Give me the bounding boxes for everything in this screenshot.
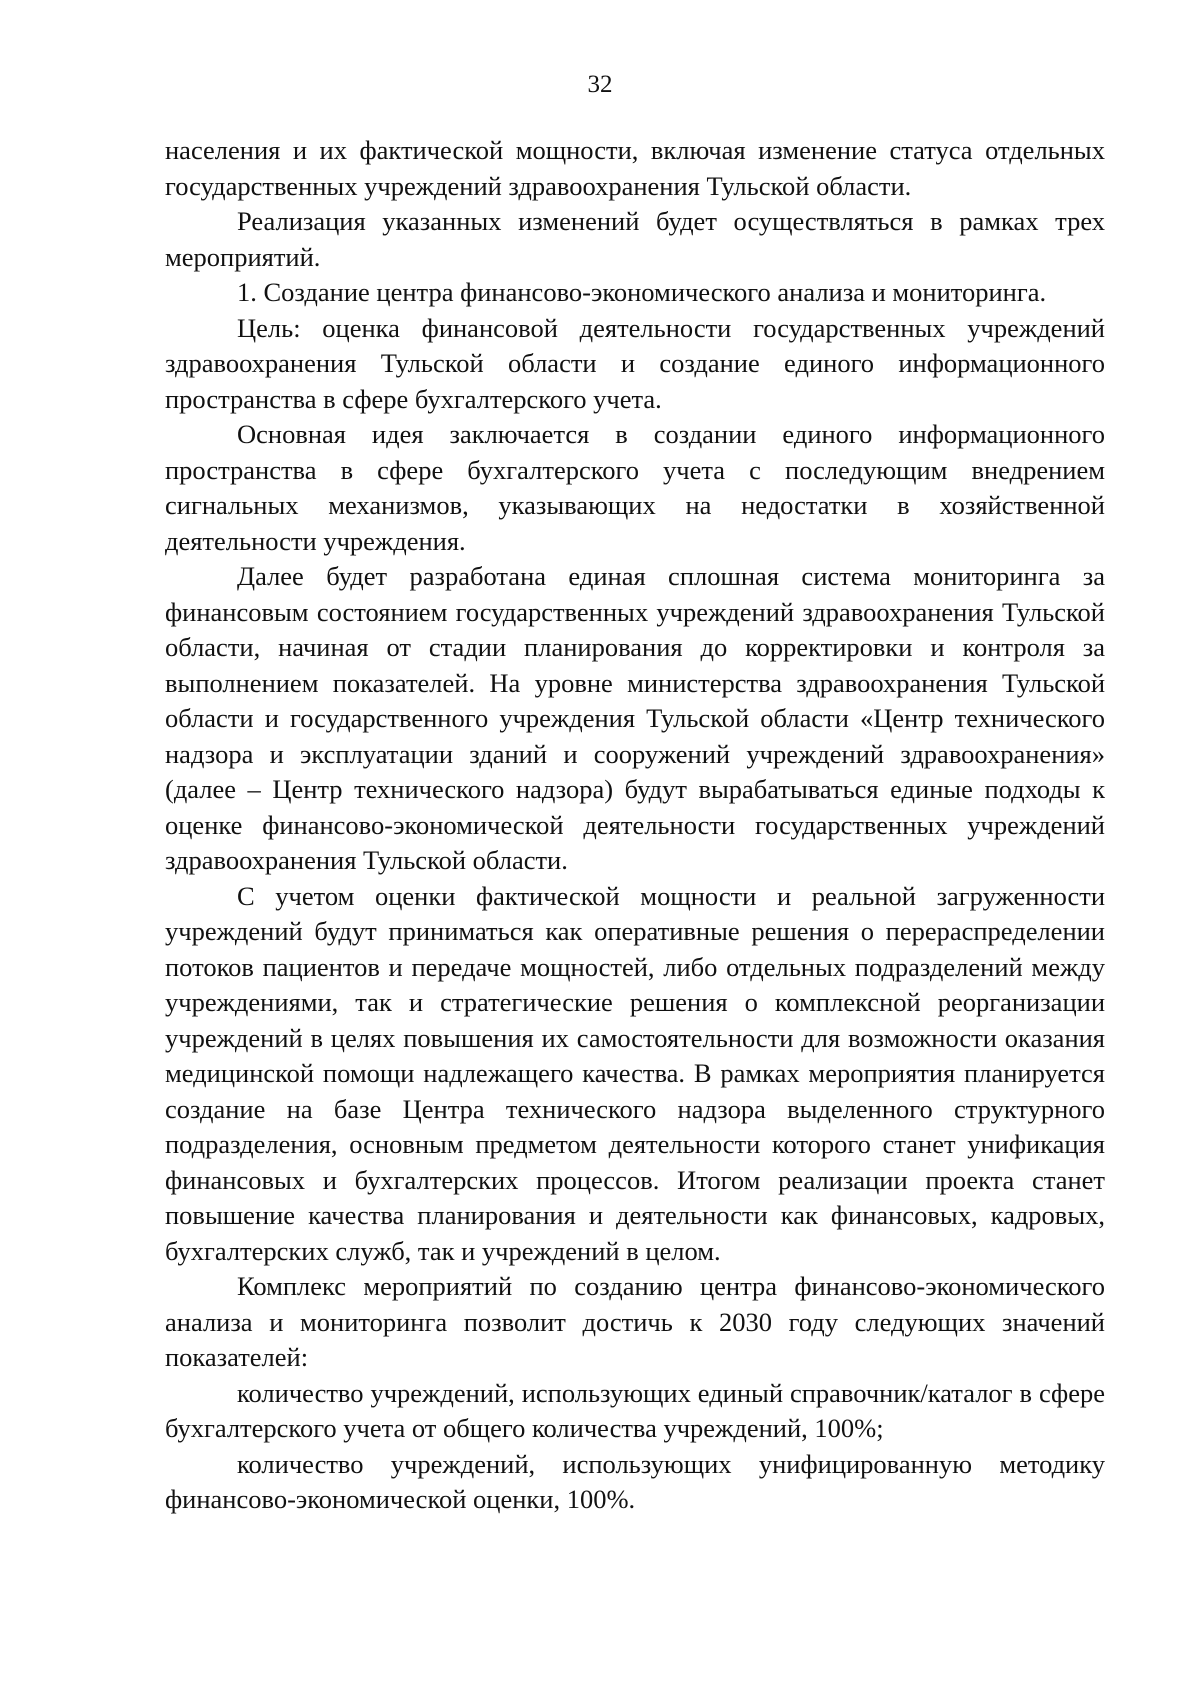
paragraph-numbered-heading: 1. Создание центра финансово-экономического анализа и мониторинга. bbox=[237, 277, 1047, 307]
paragraph: Основная идея заключается в создании единого информационного пространства в сфере бухгалтерского учета с последующим внедрением сигнальных механизмов, указывающих на недостатки в хозяйственной деятельности учреждения. bbox=[165, 419, 1105, 556]
paragraph: Комплекс мероприятий по созданию центра финансово-экономического анализа и мониторинга позволит достичь к 2030 году следующих значений показателей: bbox=[165, 1271, 1105, 1372]
paragraph: Реализация указанных изменений будет осуществляться в рамках трех мероприятий. bbox=[165, 206, 1105, 272]
document-body bbox=[165, 133, 1105, 1518]
paragraph: С учетом оценки фактической мощности и реальной загруженности учреждений будут приниматься как оперативные решения о перераспределении потоков пациентов и передаче мощностей, либо отдельных подразделений между учреждениями, так и стратегические решения о комплексной реорганизации учреждений в целях повышения их самостоятельности для возможности оказания медицинской помощи надлежащего качества. В рамках мероприятия планируется создание на базе Центра технического надзора выделенного структурного подразделения, основным предметом деятельности которого станет унификация финансовых и бухгалтерских процессов. Итогом реализации проекта станет повышение качества планирования и деятельности как финансовых, кадровых, бухгалтерских служб, так и учреждений в целом. bbox=[165, 880, 1105, 1266]
paragraph-indicator: количество учреждений, использующих единый справочник/каталог в сфере бухгалтерского учета от общего количества учреждений, 100%; bbox=[165, 1377, 1105, 1443]
page-number: 32 bbox=[587, 71, 613, 98]
paragraph-indicator: количество учреждений, использующих унифицированную методику финансово-экономической оценки, 100%. bbox=[165, 1448, 1105, 1514]
paragraph: Далее будет разработана единая сплошная система мониторинга за финансовым состоянием государственных учреждений здравоохранения Тульской области, начиная от стадии планирования до корректировки и контроля за выполнением показателей. На уровне министерства здравоохранения Тульской области и государственного учреждения Тульской области «Центр технического надзора и эксплуатации зданий и сооружений учреждений здравоохранения» (далее – Центр технического надзора) будут вырабатываться единые подходы к оценке финансово-экономической деятельности государственных учреждений здравоохранения Тульской области. bbox=[165, 561, 1105, 875]
paragraph: Цель: оценка финансовой деятельности государственных учреждений здравоохранения Тульской области и создание единого информационного пространства в сфере бухгалтерского учета. bbox=[165, 312, 1105, 414]
paragraph-continuation: населения и их фактической мощности, включая изменение статуса отдельных государственных учреждений здравоохранения Тульской области. bbox=[165, 135, 1105, 201]
